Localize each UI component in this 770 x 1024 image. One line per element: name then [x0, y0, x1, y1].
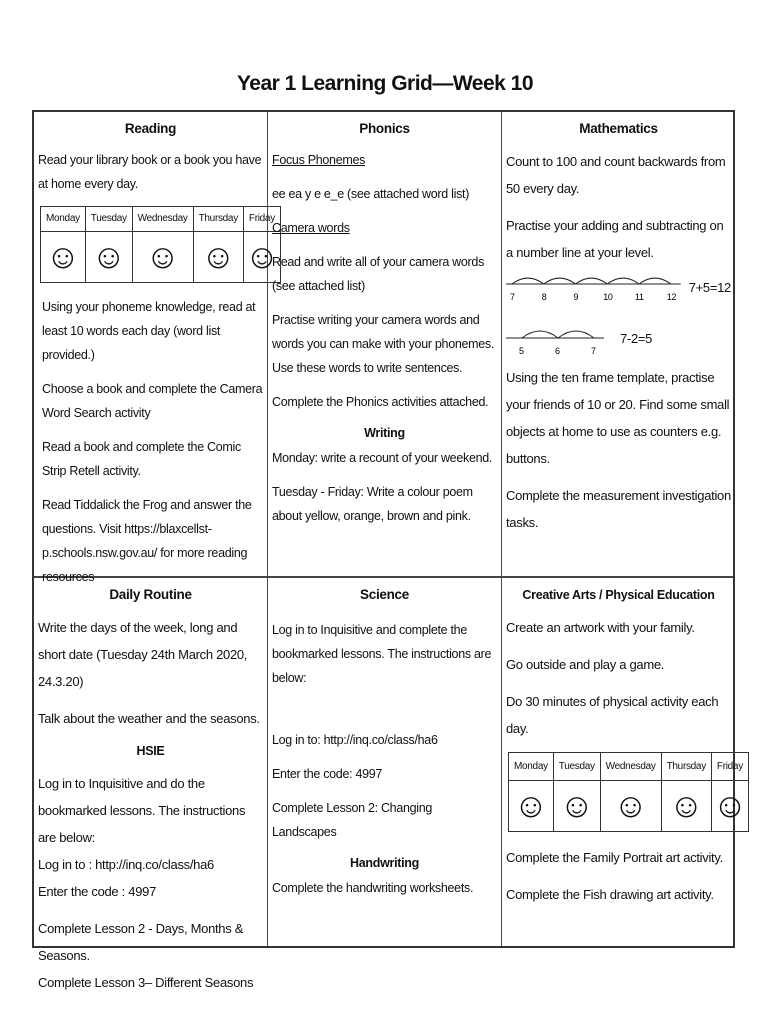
tick-label: 11 — [635, 291, 644, 302]
reading-text: Using your phoneme knowledge, read at least 10 words each day (word list provided.) — [42, 300, 256, 362]
reading-text: Read Tiddalick the Frog and answer the questions. Visit https://blaxcellst-p.schools.nsw.gov.au/ for more reading resources — [42, 498, 252, 584]
science-text: Enter the code: 4997 — [272, 767, 383, 781]
maths-text: Using the ten frame template, practise your friends of 10 or 20. Find some small objects at home to use as counters e.g. buttons. — [506, 370, 730, 466]
number-line-subtraction — [506, 318, 731, 358]
writing-heading: Writing — [364, 426, 405, 440]
smiley-icon: ☺ — [91, 238, 126, 276]
phonics-text: Read and write all of your camera words (see attached list) — [272, 255, 485, 293]
mathematics-cell — [502, 112, 735, 546]
arts-text: Do 30 minutes of physical activity each day. — [506, 694, 719, 736]
camera-words-label: Camera words — [272, 221, 350, 235]
tick-label: 10 — [603, 291, 613, 302]
smiley-icon: ☺ — [559, 787, 594, 825]
arts-text: Complete the Fish drawing art activity. — [506, 887, 714, 902]
arts-text: Create an artwork with your family. — [506, 620, 695, 635]
day-thursday: Thursday — [661, 753, 711, 781]
science-text: Complete the handwriting worksheets. — [272, 881, 474, 895]
maths-text: Count to 100 and count backwards from 50 every day. — [506, 154, 726, 196]
tick-label: 8 — [541, 291, 547, 302]
hsie-text: Complete Lesson 2 - Days, Months & Seasons. — [38, 921, 244, 963]
tick-label: 7 — [591, 346, 596, 356]
hsie-text: Log in to Inquisitive and do the bookmarked lessons. The instructions are below: — [38, 776, 246, 845]
day-friday: Friday — [243, 207, 280, 232]
daily-routine-cell — [34, 578, 267, 1006]
smiley-icon: ☺ — [712, 787, 748, 825]
science-text: Complete Lesson 2: Changing Landscapes — [272, 801, 433, 839]
phonics-text: ee ea y e e_e (see attached word list) — [272, 187, 470, 201]
reading-cell — [34, 112, 280, 599]
smiley-icon: ☺ — [201, 238, 236, 276]
reading-text: Read a book and complete the Comic Strip Retell activity. — [42, 440, 241, 478]
creative-arts-heading: Creative Arts / Physical Education — [522, 588, 715, 602]
subtraction-equation: 7-2=5 — [620, 330, 653, 346]
creative-arts-cell — [502, 578, 748, 918]
tick-label: 5 — [519, 346, 524, 356]
reading-heading: Reading — [124, 121, 177, 136]
page-title: Year 1 Learning Grid—Week 10 — [236, 72, 534, 95]
writing-text: Tuesday - Friday: Write a colour poem about yellow, orange, brown and pink. — [272, 485, 473, 523]
smiley-icon: ☺ — [45, 238, 81, 276]
science-text: Log in to Inquisitive and complete the bookmarked lessons. The instructions are below: — [272, 623, 492, 685]
science-heading: Science — [360, 587, 409, 602]
day-monday: Monday — [509, 753, 554, 781]
maths-text: Practise your adding and subtracting on a number line at your level. — [506, 218, 724, 260]
tick-label: 12 — [666, 291, 677, 302]
day-tuesday: Tuesday — [85, 207, 132, 232]
arts-week-table — [508, 752, 749, 832]
smiley-icon: ☺ — [145, 238, 180, 276]
tick-label: 9 — [573, 291, 579, 302]
hsie-heading: HSIE — [136, 744, 165, 758]
number-line-addition — [506, 270, 731, 304]
routine-text: Talk about the weather and the seasons. — [38, 711, 260, 726]
day-monday: Monday — [41, 207, 86, 232]
tick-label: 7 — [509, 291, 515, 302]
arts-text: Complete the Family Portrait art activity. — [506, 850, 723, 865]
addition-equation: 7+5=12 — [688, 279, 731, 295]
tick-label: 6 — [555, 346, 560, 356]
phonics-text: Practise writing your camera words and words you can make with your phonemes. Use these words to write sentences. — [272, 313, 495, 375]
reading-week-table — [40, 206, 281, 283]
learning-grid — [32, 110, 748, 990]
reading-text: Choose a book and complete the Camera Word Search activity — [42, 382, 263, 420]
phonics-cell — [268, 112, 501, 538]
focus-phonemes-label: Focus Phonemes — [272, 153, 366, 167]
arts-text: Go outside and play a game. — [506, 657, 665, 672]
writing-text: Monday: write a recount of your weekend. — [272, 451, 493, 465]
day-friday: Friday — [711, 753, 748, 781]
phonics-heading: Phonics — [359, 121, 410, 136]
day-wednesday: Wednesday — [132, 207, 193, 232]
hsie-text: Complete Lesson 3– Different Seasons — [38, 975, 254, 990]
maths-text: Complete the measurement investigation tasks. — [506, 488, 731, 530]
day-tuesday: Tuesday — [553, 753, 600, 781]
mathematics-heading: Mathematics — [579, 121, 658, 136]
smiley-icon: ☺ — [669, 787, 704, 825]
science-text: Log in to: http://inq.co/class/ha6 — [272, 733, 438, 747]
day-thursday: Thursday — [193, 207, 243, 232]
day-wednesday: Wednesday — [600, 753, 661, 781]
phonics-text: Complete the Phonics activities attached. — [272, 395, 489, 409]
hsie-text: Log in to : http://inq.co/class/ha6 — [38, 857, 214, 872]
smiley-icon: ☺ — [244, 238, 280, 276]
reading-text: Read your library book or a book you have at home every day. — [38, 153, 262, 191]
handwriting-heading: Handwriting — [350, 856, 419, 870]
science-cell — [268, 578, 501, 910]
smiley-icon: ☺ — [513, 787, 549, 825]
daily-routine-heading: Daily Routine — [109, 587, 192, 602]
routine-text: Write the days of the week, long and short date (Tuesday 24th March 2020, 24.3.20) — [38, 620, 248, 689]
hsie-text: Enter the code : 4997 — [38, 884, 157, 899]
smiley-icon: ☺ — [613, 787, 648, 825]
